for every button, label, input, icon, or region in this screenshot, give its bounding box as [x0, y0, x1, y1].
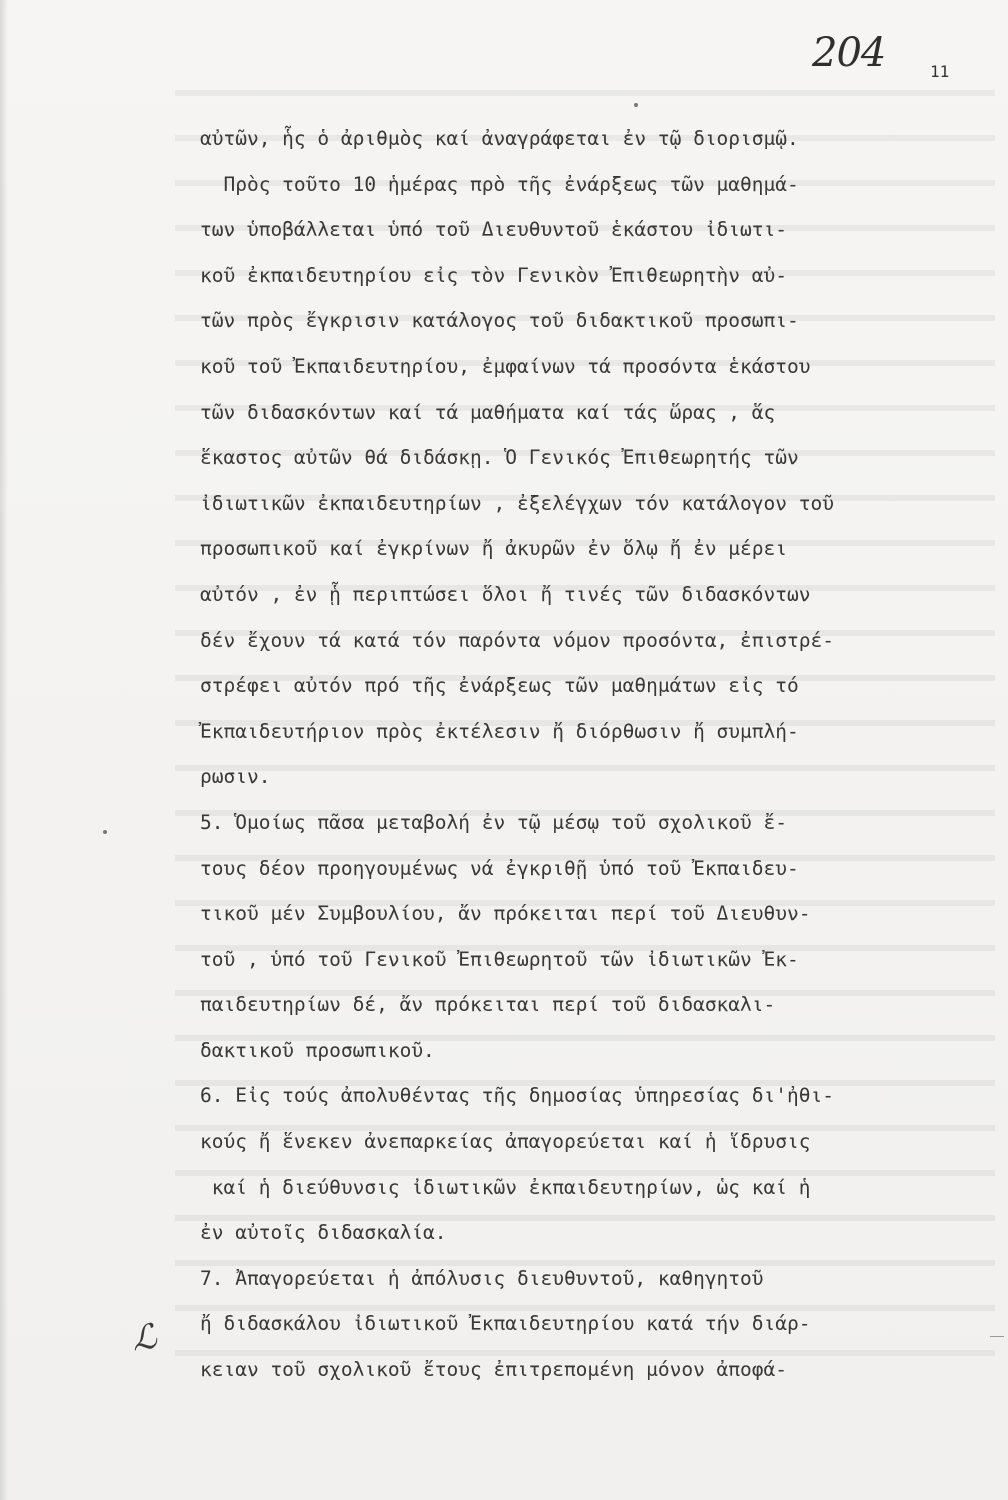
- text-line: κοῦ τοῦ Ἐκπαιδευτηρίου, ἐμφαίνων τά προσόντα ἑκάστου: [200, 354, 811, 378]
- text-line: παιδευτηρίων δέ, ἄν πρόκειται περί τοῦ διδασκαλι-: [200, 993, 776, 1017]
- handwritten-folio-number: 204: [812, 30, 886, 76]
- text-line: κούς ἤ ἕνεκεν ἀνεπαρκείας ἀπαγορεύεται καί ἡ ἵδρυσις: [200, 1130, 811, 1154]
- text-line: αὐτόν , ἐν ᾗ περιπτώσει ὅλοι ἤ τινές τῶν διδασκόντων: [200, 582, 811, 606]
- text-line: Πρὸς τοῦτο 10 ἡμέρας πρὸ τῆς ἐνάρξεως τῶν μαθημά-: [200, 172, 799, 196]
- margin-dot: [103, 830, 107, 834]
- text-line: ἐν αὐτοῖς διδασκαλία.: [200, 1221, 447, 1245]
- text-line: τικοῦ μέν Συμβουλίου, ἄν πρόκειται περί τοῦ Διευθυν-: [200, 902, 811, 926]
- text-line: 5. Ὁμοίως πᾶσα μεταβολή ἐν τῷ μέσῳ τοῦ σχολικοῦ ἔ-: [200, 810, 787, 834]
- text-line: Ἐκπαιδευτήριον πρὸς ἐκτέλεσιν ἤ διόρθωσιν ἤ συμπλή-: [200, 719, 799, 743]
- text-line: ρωσιν.: [200, 765, 271, 789]
- text-line: τῶν διδασκόντων καί τά μαθήματα καί τάς ὥρας , ἅς: [200, 400, 776, 424]
- text-line: ἤ διδασκάλου ἰδιωτικοῦ Ἐκπαιδευτηρίου κατά τήν διάρ-: [200, 1312, 811, 1336]
- hyphen-mark: [990, 1336, 1004, 1337]
- page-left-edge: [0, 0, 8, 1500]
- text-line: ἰδιωτικῶν ἐκπαιδευτηρίων , ἐξελέγχων τόν κατάλογον τοῦ: [200, 491, 834, 515]
- text-line: δέν ἔχουν τά κατά τόν παρόντα νόμον προσόντα, ἐπιστρέ-: [200, 628, 834, 652]
- text-line: τῶν πρὸς ἔγκρισιν κατάλογος τοῦ διδακτικοῦ προσωπι-: [200, 309, 799, 333]
- text-line: καί ἡ διεύθυνσις ἰδιωτικῶν ἐκπαιδευτηρίων, ὡς καί ἡ: [200, 1175, 811, 1199]
- text-line: 7. Ἀπαγορεύεται ἡ ἀπόλυσις διευθυντοῦ, καθηγητοῦ: [200, 1266, 764, 1290]
- text-line: κειαν τοῦ σχολικοῦ ἔτους ἐπιτρεπομένη μόνον ἀποφά-: [200, 1358, 787, 1382]
- text-line: δακτικοῦ προσωπικοῦ.: [200, 1038, 435, 1062]
- text-line: 6. Εἰς τούς ἀπολυθέντας τῆς δημοσίας ὑπηρεσίας δι'ἠθι-: [200, 1084, 834, 1108]
- text-line: προσωπικοῦ καί ἐγκρίνων ἤ ἀκυρῶν ἐν ὅλῳ ἤ ἐν μέρει: [200, 537, 787, 561]
- typewritten-body: [200, 116, 990, 1393]
- text-line: των ὑποβάλλεται ὑπό τοῦ Διευθυντοῦ ἑκάστου ἰδιωτι-: [200, 218, 787, 242]
- handwritten-margin-mark: ℒ: [129, 1316, 160, 1360]
- text-line: τους δέον προηγουμένως νά ἐγκριθῇ ὑπό τοῦ Ἐκπαιδευ-: [200, 856, 799, 880]
- text-line: ἕκαστος αὐτῶν θά διδάσκῃ. Ὁ Γενικός Ἐπιθεωρητής τῶν: [200, 446, 799, 470]
- text-line: τοῦ , ὑπό τοῦ Γενικοῦ Ἐπιθεωρητοῦ τῶν ἰδιωτικῶν Ἐκ-: [200, 947, 799, 971]
- text-line: αὐτῶν, ἧς ὁ ἀριθμὸς καί ἀναγράφεται ἐν τῷ διορισμῷ.: [200, 127, 799, 150]
- stray-dot: [634, 103, 638, 107]
- text-line: κοῦ ἐκπαιδευτηρίου εἰς τὸν Γενικὸν Ἐπιθεωρητὴν αὐ-: [200, 263, 787, 287]
- page-number: 11: [930, 62, 950, 81]
- text-line: στρέφει αὐτόν πρό τῆς ἐνάρξεως τῶν μαθημάτων εἰς τό: [200, 674, 799, 698]
